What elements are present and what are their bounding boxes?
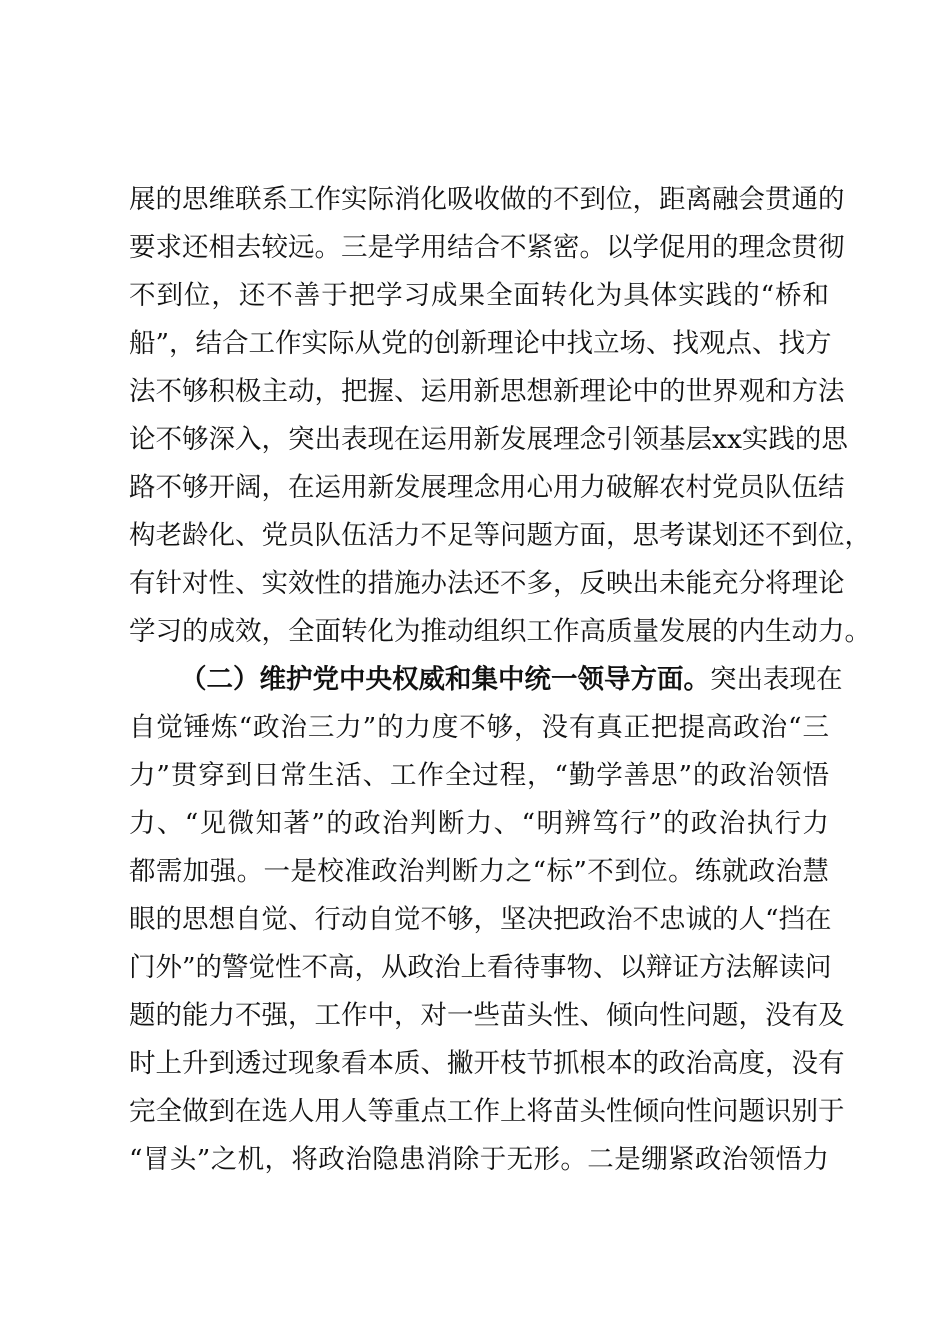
- body-text-line: 展的思维联系工作实际消化吸收做的不到位，距离融会贯通的: [129, 184, 845, 215]
- section-heading-tail: 突出表现在: [710, 664, 843, 695]
- body-text-line: 自觉锤炼“政治三力”的力度不够，没有真正把提高政治“三: [129, 712, 829, 743]
- body-text-line: 法不够积极主动，把握、运用新思想新理论中的世界观和方法: [129, 376, 845, 407]
- body-text-line: 船”，结合工作实际从党的创新理论中找立场、找观点、找方: [129, 328, 832, 359]
- body-text-line: “冒头”之机，将政治隐患消除于无形。二是绷紧政治领悟力: [129, 1144, 829, 1175]
- section-heading-line: [180, 657, 843, 703]
- body-text-line: 力、“见微知著”的政治判断力、“明辨笃行”的政治执行力: [129, 808, 829, 839]
- body-text-line: 力”贯穿到日常生活、工作全过程，“勤学善思”的政治领悟: [129, 760, 829, 791]
- body-text-line: 学习的成效，全面转化为推动组织工作高质量发展的内生动力。: [129, 616, 871, 647]
- body-text-line: 完全做到在选人用人等重点工作上将苗头性倾向性问题识别于: [129, 1096, 845, 1127]
- body-text-line: 时上升到透过现象看本质、撇开枝节抓根本的政治高度，没有: [129, 1048, 845, 1079]
- body-text-line: 有针对性、实效性的措施办法还不多，反映出未能充分将理论: [129, 568, 845, 599]
- body-text-line: 门外”的警觉性不高，从政治上看待事物、以辩证方法解读问: [129, 952, 832, 983]
- body-text-line: 论不够深入，突出表现在运用新发展理念引领基层xx实践的思: [129, 424, 848, 455]
- body-text-line: 不到位，还不善于把学习成果全面转化为具体实践的“桥和: [129, 280, 829, 311]
- body-text-line: 构老龄化、党员队伍活力不足等问题方面，思考谋划还不到位，: [129, 520, 871, 551]
- section-heading: （二）维护党中央权威和集中统一领导方面。: [180, 664, 710, 695]
- body-text-line: 要求还相去较远。三是学用结合不紧密。以学促用的理念贯彻: [129, 232, 845, 263]
- body-text-line: 题的能力不强，工作中，对一些苗头性、倾向性问题，没有及: [129, 1000, 845, 1031]
- body-text-line: 路不够开阔，在运用新发展理念用心用力破解农村党员队伍结: [129, 472, 845, 503]
- body-text-line: 眼的思想自觉、行动自觉不够，坚决把政治不忠诚的人“挡在: [129, 904, 832, 935]
- body-text-line: 都需加强。一是校准政治判断力之“标”不到位。练就政治慧: [129, 856, 829, 887]
